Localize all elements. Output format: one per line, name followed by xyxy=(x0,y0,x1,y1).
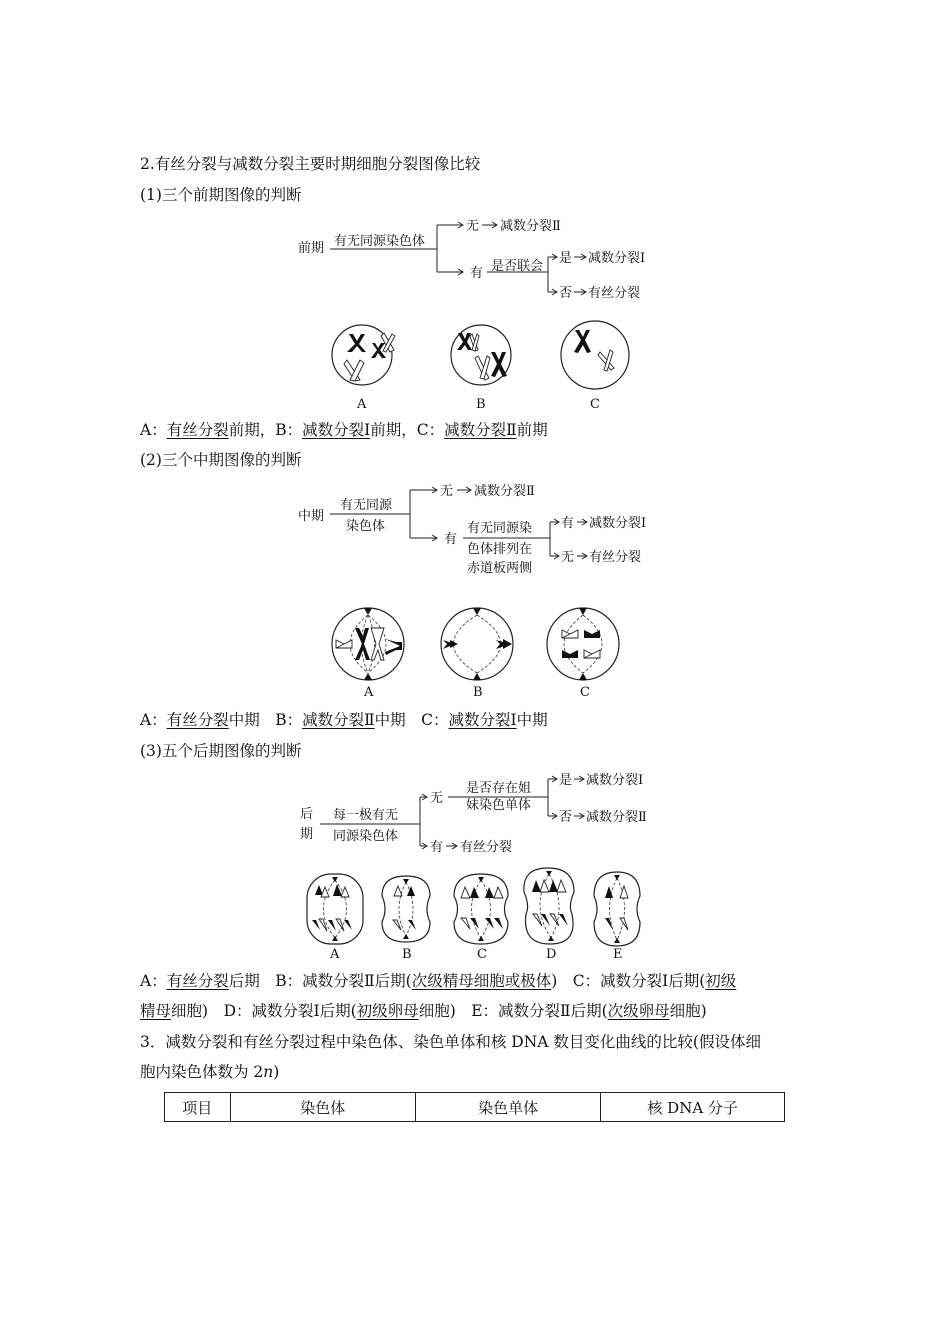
svg-text:无: 无 xyxy=(561,550,575,565)
metaphase-cell-b xyxy=(441,608,513,680)
anaphase-cell-a xyxy=(307,874,363,944)
svg-text:是: 是 xyxy=(559,773,573,788)
svg-text:是否存在姐: 是否存在姐 xyxy=(466,781,532,796)
metaphase-cell-c xyxy=(547,608,619,680)
svg-text:无: 无 xyxy=(466,219,480,234)
svg-text:减数分裂Ⅱ: 减数分裂Ⅱ xyxy=(586,810,647,825)
svg-text:减数分裂Ⅰ: 减数分裂Ⅰ xyxy=(588,251,646,266)
svg-text:后: 后 xyxy=(300,807,314,822)
svg-text:有丝分裂: 有丝分裂 xyxy=(588,286,641,301)
prophase-cell-c xyxy=(561,321,629,389)
svg-text:有无同源: 有无同源 xyxy=(340,498,393,513)
table-header-cell: 核 DNA 分子 xyxy=(601,1093,785,1122)
svg-text:有无同源染: 有无同源染 xyxy=(467,521,533,536)
prophase-answer: A：有丝分裂前期，B：减数分裂Ⅰ前期，C：减数分裂Ⅱ前期 xyxy=(140,421,548,439)
svg-text:前期: 前期 xyxy=(298,241,325,256)
svg-text:A: A xyxy=(357,397,367,412)
flowchart-1 xyxy=(298,218,645,301)
svg-text:减数分裂Ⅱ: 减数分裂Ⅱ xyxy=(500,219,561,234)
svg-text:A: A xyxy=(330,947,340,962)
svg-text:C: C xyxy=(477,947,487,962)
anaphase-cell-d xyxy=(524,868,574,944)
svg-text:A: A xyxy=(364,685,374,700)
svg-text:有: 有 xyxy=(430,840,444,855)
section-heading: 2.有丝分裂与减数分裂主要时期细胞分裂图像比较 xyxy=(140,155,481,173)
svg-text:色体排列在: 色体排列在 xyxy=(467,542,533,557)
anaphase-cell-c xyxy=(454,874,508,944)
svg-text:是: 是 xyxy=(559,251,573,266)
svg-text:有: 有 xyxy=(561,516,575,531)
anaphase-answer-line1: A：有丝分裂后期 B：减数分裂Ⅱ后期(次级精母细胞或极体) C：减数分裂Ⅰ后期(初级 xyxy=(140,972,737,990)
svg-text:B: B xyxy=(476,397,486,412)
flowchart-2 xyxy=(298,483,646,576)
svg-text:减数分裂Ⅰ: 减数分裂Ⅰ xyxy=(586,773,644,788)
svg-text:减数分裂Ⅰ: 减数分裂Ⅰ xyxy=(589,516,647,531)
svg-text:C: C xyxy=(590,397,600,412)
svg-text:有丝分裂: 有丝分裂 xyxy=(589,550,642,565)
table-header-cell: 项目 xyxy=(165,1093,231,1122)
svg-text:减数分裂Ⅱ: 减数分裂Ⅱ xyxy=(474,484,535,499)
anaphase-cell-b xyxy=(382,876,430,942)
table-header-cell: 染色体 xyxy=(230,1093,415,1122)
svg-text:C: C xyxy=(580,685,590,700)
svg-text:否: 否 xyxy=(559,810,573,825)
svg-text:赤道板两侧: 赤道板两侧 xyxy=(467,561,533,576)
svg-text:有无同源染色体: 有无同源染色体 xyxy=(334,234,426,249)
flowchart-3 xyxy=(300,772,647,855)
section3-line2: 胞内染色体数为 2n) xyxy=(140,1063,280,1081)
comparison-table xyxy=(164,1092,785,1122)
svg-text:妹染色单体: 妹染色单体 xyxy=(466,798,532,813)
svg-text:是否联会: 是否联会 xyxy=(491,259,544,274)
svg-text:同源染色体: 同源染色体 xyxy=(333,829,399,844)
svg-text:中期: 中期 xyxy=(298,509,325,524)
svg-text:有: 有 xyxy=(444,532,458,547)
subsection-title-prophase: (1)三个前期图像的判断 xyxy=(140,186,302,204)
subsection-title-metaphase: (2)三个中期图像的判断 xyxy=(140,451,302,469)
section3-line1: 3．减数分裂和有丝分裂过程中染色体、染色单体和核 DNA 数目变化曲线的比较(假设体细 xyxy=(140,1033,761,1051)
metaphase-answer: A：有丝分裂中期 B：减数分裂Ⅱ中期 C：减数分裂Ⅰ中期 xyxy=(140,711,548,729)
svg-text:E: E xyxy=(613,947,623,962)
svg-text:B: B xyxy=(402,947,412,962)
anaphase-answer-line2: 精母细胞) D：减数分裂Ⅰ后期(初级卵母细胞) E：减数分裂Ⅱ后期(次级卵母细胞) xyxy=(140,1002,707,1020)
table-header-row xyxy=(165,1093,785,1122)
svg-text:有丝分裂: 有丝分裂 xyxy=(460,840,513,855)
svg-text:无: 无 xyxy=(440,484,454,499)
svg-text:每一极有无: 每一极有无 xyxy=(333,808,399,823)
anaphase-cell-e xyxy=(594,872,640,946)
svg-text:否: 否 xyxy=(559,286,573,301)
table-header-cell: 染色单体 xyxy=(415,1093,600,1122)
svg-text:有: 有 xyxy=(470,266,484,281)
subsection-title-anaphase: (3)五个后期图像的判断 xyxy=(140,742,302,760)
svg-text:染色体: 染色体 xyxy=(346,519,386,534)
prophase-cell-b xyxy=(451,325,511,385)
svg-text:无: 无 xyxy=(430,791,444,806)
svg-text:期: 期 xyxy=(300,827,314,842)
svg-text:D: D xyxy=(546,947,557,962)
svg-text:B: B xyxy=(473,685,483,700)
metaphase-cell-a xyxy=(332,608,404,680)
prophase-cell-a xyxy=(332,325,395,385)
